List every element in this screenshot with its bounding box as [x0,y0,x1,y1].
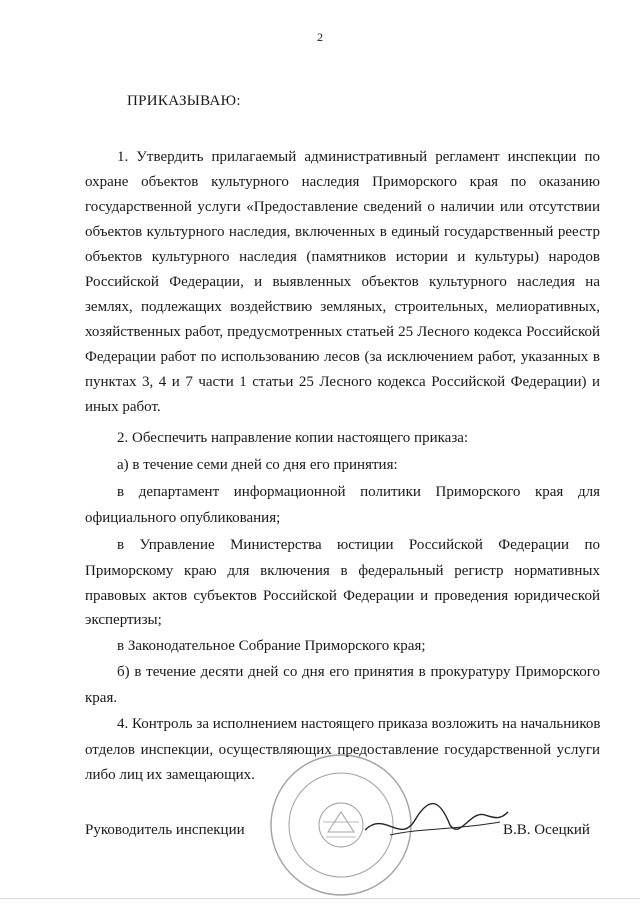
paragraph-line: охране объектов культурного наследия Приморского края по оказанию [85,174,600,190]
paragraph-line: объектов культурного наследия, включенных в единый государственный реестр [85,224,600,240]
signatory-position: Руководитель инспекции [85,822,245,838]
paragraph-line: отделов инспекции, осуществляющих предоставление государственной услуги [85,742,600,758]
paragraph-line: в Управление Министерства юстиции Российской Федерации по [117,537,600,553]
paragraph-line: края. [85,690,118,706]
paragraph-line: Федерации работ по использованию лесов (за исключением работ, указанных в [85,349,600,365]
paragraph-line: землях, подлежащих воздействию земляных, строительных, мелиоративных, [85,299,600,315]
paragraph-line: пунктах 3, 4 и 7 части 1 статьи 25 Лесного кодекса Российской Федерации) и [85,374,600,390]
paragraph-line: официального опубликования; [85,510,281,526]
order-heading: ПРИКАЗЫВАЮ: [127,93,241,109]
paragraph-line: либо лиц их замещающих. [85,767,255,783]
page-bottom-edge [0,898,640,899]
signature-mark [360,790,510,850]
paragraph-line: а) в течение семи дней со дня его принятия: [117,457,398,473]
paragraph-line: объектов культурного наследия (памятников истории и культуры) народов [85,249,600,265]
paragraph-line: 4. Контроль за исполнением настоящего приказа возложить на начальников [117,716,601,732]
page-number: 2 [317,30,323,44]
paragraph-line: государственной услуги «Предоставление сведений о наличии или отсутствии [85,199,600,215]
paragraph-line: в Законодательное Собрание Приморского края; [117,638,426,654]
paragraph-line: хозяйственных работ, предусмотренных статьей 25 Лесного кодекса Российской [85,324,600,340]
signatory-name: В.В. Осецкий [503,822,590,838]
paragraph-line: б) в течение десяти дней со дня его принятия в прокуратуру Приморского [117,664,600,680]
paragraph-line: 2. Обеспечить направление копии настоящего приказа: [117,430,469,446]
paragraph-line: правовых актов субъектов Российской Федерации и проведения юридической [85,588,600,604]
paragraph-line: экспертизы; [85,612,162,628]
paragraph-line: иных работ. [85,399,161,415]
paragraph-line: 1. Утвердить прилагаемый административный регламент инспекции по [117,149,600,165]
paragraph-line: в департамент информационной политики Приморского края для [117,484,600,500]
paragraph-line: Российской Федерации, и выявленных объектов культурного наследия на [85,274,600,290]
paragraph-line: Приморскому краю для включения в федеральный регистр нормативных [85,563,600,579]
